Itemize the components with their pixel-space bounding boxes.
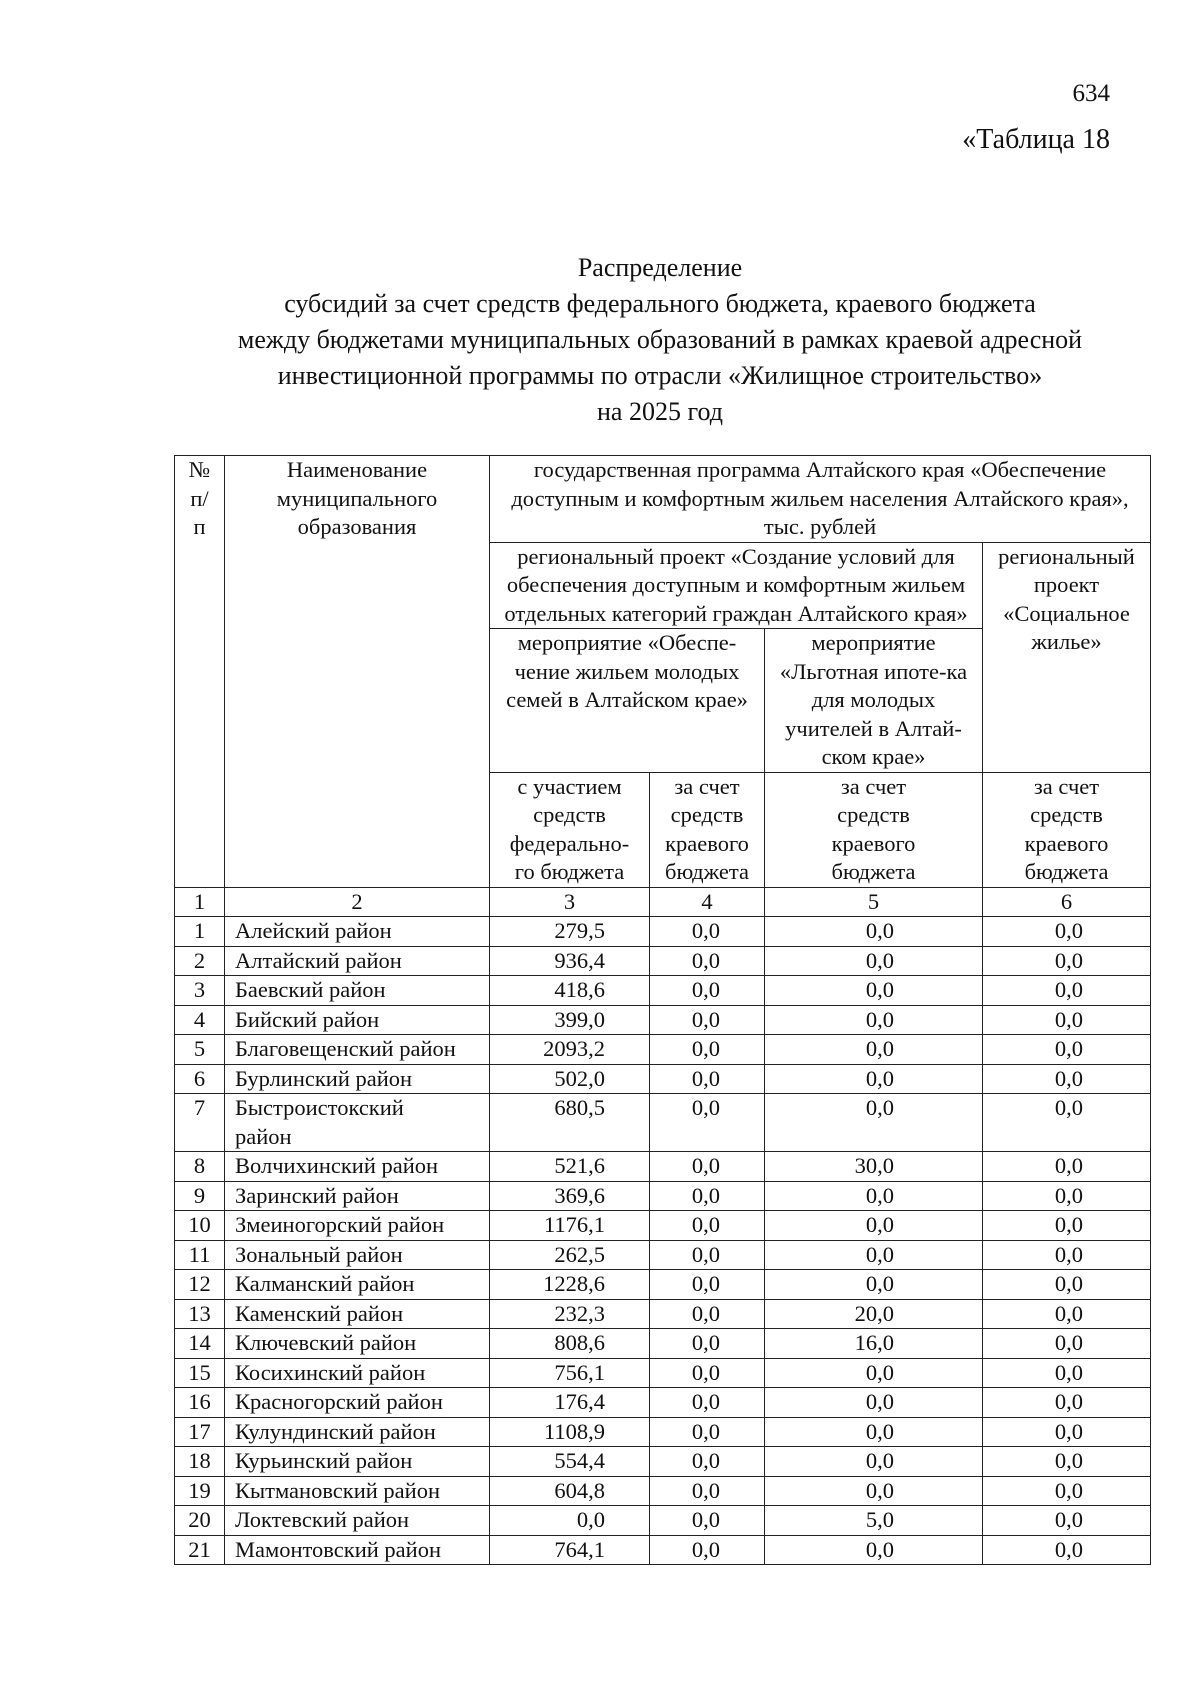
value-regional-4: 0,0 xyxy=(650,1447,765,1477)
table-row xyxy=(175,1211,1151,1241)
value-regional-6: 0,0 xyxy=(983,1005,1151,1035)
col-number: 3 xyxy=(490,887,650,917)
table-row xyxy=(175,1270,1151,1300)
value-federal: 554,4 xyxy=(490,1447,650,1477)
row-number: 19 xyxy=(175,1476,225,1506)
table-row xyxy=(175,1181,1151,1211)
row-number: 1 xyxy=(175,917,225,947)
document-title xyxy=(160,250,1160,430)
row-number: 13 xyxy=(175,1299,225,1329)
col-number: 1 xyxy=(175,887,225,917)
page-number: 634 xyxy=(1072,80,1110,107)
table-row xyxy=(175,1476,1151,1506)
header-measure-2: мероприятие «Льготная ипоте-ка для молодых учителей в Алтай-ском крае» xyxy=(765,629,983,773)
municipality-name: Благовещенский район xyxy=(225,1035,490,1065)
header-project-2: региональный проект «Социальное жилье» xyxy=(983,542,1151,772)
value-regional-4: 0,0 xyxy=(650,1035,765,1065)
value-regional-4: 0,0 xyxy=(650,946,765,976)
row-number: 7 xyxy=(175,1094,225,1152)
table-row xyxy=(175,1506,1151,1536)
municipality-name: Баевский район xyxy=(225,976,490,1006)
value-regional-5: 0,0 xyxy=(765,1181,983,1211)
table-row xyxy=(175,976,1151,1006)
municipality-name: Бийский район xyxy=(225,1005,490,1035)
header-src-5: за счет средств краевого бюджета xyxy=(765,772,983,887)
value-federal: 808,6 xyxy=(490,1329,650,1359)
value-regional-6: 0,0 xyxy=(983,1094,1151,1152)
value-federal: 232,3 xyxy=(490,1299,650,1329)
value-regional-5: 0,0 xyxy=(765,917,983,947)
subsidy-table xyxy=(174,455,1151,1565)
value-regional-6: 0,0 xyxy=(983,1270,1151,1300)
value-federal: 756,1 xyxy=(490,1358,650,1388)
table-row xyxy=(175,1152,1151,1182)
row-number: 14 xyxy=(175,1329,225,1359)
value-regional-4: 0,0 xyxy=(650,1329,765,1359)
value-regional-5: 0,0 xyxy=(765,1447,983,1477)
table-row xyxy=(175,1417,1151,1447)
row-number: 10 xyxy=(175,1211,225,1241)
municipality-name: Бурлинский район xyxy=(225,1064,490,1094)
row-number: 11 xyxy=(175,1240,225,1270)
header-program: государственная программа Алтайского края «Обеспечение доступным и комфортным жильем населения Алтайского края», тыс. рублей xyxy=(490,456,1151,543)
value-regional-6: 0,0 xyxy=(983,976,1151,1006)
header-project-1: региональный проект «Создание условий для обеспечения доступным и комфортным жильем отдельных категорий граждан Алтайского края» xyxy=(490,542,983,629)
value-regional-6: 0,0 xyxy=(983,1535,1151,1565)
municipality-name: Зональный район xyxy=(225,1240,490,1270)
value-regional-4: 0,0 xyxy=(650,1388,765,1418)
col-number: 6 xyxy=(983,887,1151,917)
row-number: 3 xyxy=(175,976,225,1006)
value-federal: 2093,2 xyxy=(490,1035,650,1065)
municipality-name: Локтевский район xyxy=(225,1506,490,1536)
value-regional-6: 0,0 xyxy=(983,1329,1151,1359)
title-line: между бюджетами муниципальных образований в рамках краевой адресной xyxy=(237,325,1083,354)
col-number: 5 xyxy=(765,887,983,917)
value-regional-4: 0,0 xyxy=(650,917,765,947)
table-row xyxy=(175,946,1151,976)
table-row xyxy=(175,917,1151,947)
row-number: 8 xyxy=(175,1152,225,1182)
row-number: 18 xyxy=(175,1447,225,1477)
value-federal: 604,8 xyxy=(490,1476,650,1506)
municipality-name: Калманский район xyxy=(225,1270,490,1300)
value-regional-4: 0,0 xyxy=(650,1417,765,1447)
row-number: 20 xyxy=(175,1506,225,1536)
row-number: 16 xyxy=(175,1388,225,1418)
municipality-name: Змеиногорский район xyxy=(225,1211,490,1241)
value-federal: 1228,6 xyxy=(490,1270,650,1300)
value-federal: 680,5 xyxy=(490,1094,650,1152)
value-regional-4: 0,0 xyxy=(650,1094,765,1152)
table-label: «Таблица 18 xyxy=(962,124,1110,155)
municipality-name: Кытмановский район xyxy=(225,1476,490,1506)
value-regional-5: 0,0 xyxy=(765,1035,983,1065)
table-row xyxy=(175,1329,1151,1359)
table-row xyxy=(175,1388,1151,1418)
row-number: 5 xyxy=(175,1035,225,1065)
value-regional-5: 30,0 xyxy=(765,1152,983,1182)
value-federal: 521,6 xyxy=(490,1152,650,1182)
value-regional-6: 0,0 xyxy=(983,917,1151,947)
value-regional-5: 0,0 xyxy=(765,1270,983,1300)
value-regional-6: 0,0 xyxy=(983,1506,1151,1536)
value-federal: 279,5 xyxy=(490,917,650,947)
value-federal: 369,6 xyxy=(490,1181,650,1211)
row-number: 21 xyxy=(175,1535,225,1565)
value-regional-6: 0,0 xyxy=(983,1358,1151,1388)
table-row xyxy=(175,1005,1151,1035)
value-regional-6: 0,0 xyxy=(983,1064,1151,1094)
value-regional-5: 0,0 xyxy=(765,1240,983,1270)
municipality-name: Курьинский район xyxy=(225,1447,490,1477)
value-regional-5: 0,0 xyxy=(765,1094,983,1152)
municipality-name: Быстроистокский район xyxy=(225,1094,490,1152)
value-regional-6: 0,0 xyxy=(983,1181,1151,1211)
header-src-3: с участием средств федерально-го бюджета xyxy=(490,772,650,887)
municipality-name: Алейский район xyxy=(225,917,490,947)
value-regional-5: 0,0 xyxy=(765,1211,983,1241)
value-regional-5: 5,0 xyxy=(765,1506,983,1536)
value-regional-4: 0,0 xyxy=(650,1152,765,1182)
table-row xyxy=(175,1094,1151,1152)
header-src-4: за счет средств краевого бюджета xyxy=(650,772,765,887)
value-regional-4: 0,0 xyxy=(650,1240,765,1270)
municipality-name: Косихинский район xyxy=(225,1358,490,1388)
table-body xyxy=(175,917,1151,1565)
value-regional-4: 0,0 xyxy=(650,1506,765,1536)
municipality-name: Заринский район xyxy=(225,1181,490,1211)
value-regional-4: 0,0 xyxy=(650,976,765,1006)
value-regional-4: 0,0 xyxy=(650,1181,765,1211)
value-regional-5: 0,0 xyxy=(765,946,983,976)
table-row xyxy=(175,1358,1151,1388)
municipality-name: Волчихинский район xyxy=(225,1152,490,1182)
value-federal: 262,5 xyxy=(490,1240,650,1270)
table-row xyxy=(175,1240,1151,1270)
value-regional-4: 0,0 xyxy=(650,1005,765,1035)
value-regional-5: 20,0 xyxy=(765,1299,983,1329)
value-regional-6: 0,0 xyxy=(983,946,1151,976)
value-regional-6: 0,0 xyxy=(983,1152,1151,1182)
value-regional-4: 0,0 xyxy=(650,1535,765,1565)
header-measure-1: мероприятие «Обеспе-чение жильем молодых семей в Алтайском крае» xyxy=(490,629,765,773)
value-regional-6: 0,0 xyxy=(983,1240,1151,1270)
value-regional-5: 0,0 xyxy=(765,1358,983,1388)
value-regional-5: 0,0 xyxy=(765,1064,983,1094)
value-regional-4: 0,0 xyxy=(650,1358,765,1388)
table-row xyxy=(175,1535,1151,1565)
value-regional-4: 0,0 xyxy=(650,1299,765,1329)
row-number: 6 xyxy=(175,1064,225,1094)
value-federal: 764,1 xyxy=(490,1535,650,1565)
row-number: 9 xyxy=(175,1181,225,1211)
value-federal: 399,0 xyxy=(490,1005,650,1035)
value-regional-5: 16,0 xyxy=(765,1329,983,1359)
value-regional-5: 0,0 xyxy=(765,1005,983,1035)
table-row xyxy=(175,1299,1151,1329)
value-regional-5: 0,0 xyxy=(765,1476,983,1506)
header-src-6: за счет средств краевого бюджета xyxy=(983,772,1151,887)
title-line: инвестиционной программы по отрасли «Жилищное строительство» xyxy=(277,361,1043,390)
value-regional-6: 0,0 xyxy=(983,1476,1151,1506)
value-regional-4: 0,0 xyxy=(650,1064,765,1094)
value-regional-5: 0,0 xyxy=(765,1388,983,1418)
value-regional-4: 0,0 xyxy=(650,1211,765,1241)
row-number: 4 xyxy=(175,1005,225,1035)
value-regional-5: 0,0 xyxy=(765,976,983,1006)
title-line: Распределение xyxy=(577,253,743,282)
title-line: на 2025 год xyxy=(597,397,723,426)
municipality-name: Ключевский район xyxy=(225,1329,490,1359)
col-number: 2 xyxy=(225,887,490,917)
value-regional-4: 0,0 xyxy=(650,1270,765,1300)
value-regional-6: 0,0 xyxy=(983,1417,1151,1447)
municipality-name: Мамонтовский район xyxy=(225,1535,490,1565)
table-row xyxy=(175,1035,1151,1065)
value-regional-5: 0,0 xyxy=(765,1535,983,1565)
value-federal: 0,0 xyxy=(490,1506,650,1536)
value-federal: 418,6 xyxy=(490,976,650,1006)
row-number: 2 xyxy=(175,946,225,976)
value-regional-6: 0,0 xyxy=(983,1211,1151,1241)
title-line: субсидий за счет средств федерального бюджета, краевого бюджета xyxy=(284,289,1036,318)
value-federal: 502,0 xyxy=(490,1064,650,1094)
table-row xyxy=(175,1447,1151,1477)
value-regional-4: 0,0 xyxy=(650,1476,765,1506)
value-regional-6: 0,0 xyxy=(983,1388,1151,1418)
value-regional-5: 0,0 xyxy=(765,1417,983,1447)
municipality-name: Каменский район xyxy=(225,1299,490,1329)
municipality-name: Алтайский район xyxy=(225,946,490,976)
value-regional-6: 0,0 xyxy=(983,1447,1151,1477)
value-federal: 936,4 xyxy=(490,946,650,976)
table-row xyxy=(175,1064,1151,1094)
row-number: 12 xyxy=(175,1270,225,1300)
value-federal: 1108,9 xyxy=(490,1417,650,1447)
municipality-name: Кулундинский район xyxy=(225,1417,490,1447)
municipality-name: Красногорский район xyxy=(225,1388,490,1418)
row-number: 15 xyxy=(175,1358,225,1388)
header-col-name: Наименование муниципального образования xyxy=(225,456,490,888)
header-col-num: № п/ п xyxy=(175,456,225,888)
value-regional-6: 0,0 xyxy=(983,1035,1151,1065)
col-number: 4 xyxy=(650,887,765,917)
row-number: 17 xyxy=(175,1417,225,1447)
value-federal: 176,4 xyxy=(490,1388,650,1418)
value-federal: 1176,1 xyxy=(490,1211,650,1241)
value-regional-6: 0,0 xyxy=(983,1299,1151,1329)
